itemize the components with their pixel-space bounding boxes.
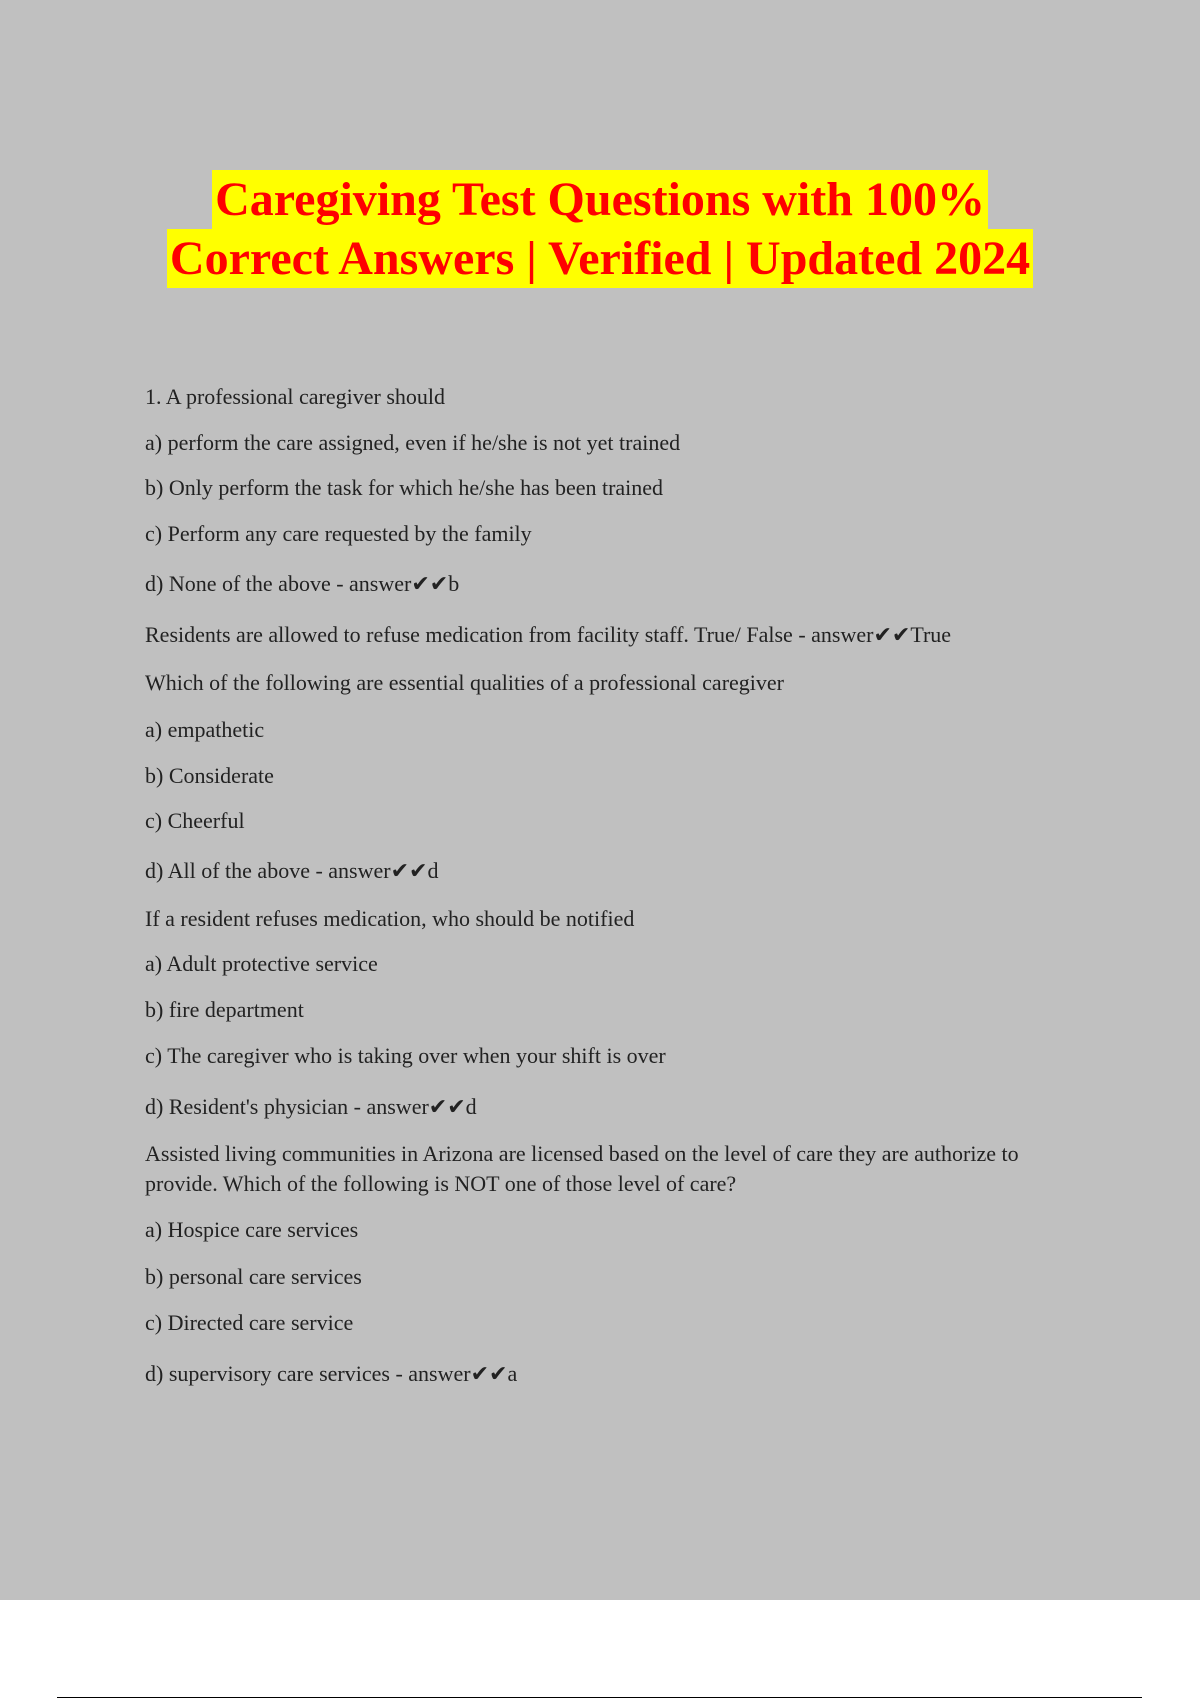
question-text: If a resident refuses medication, who should be notified <box>145 906 635 931</box>
answer-option-with-key: d) None of the above - answer✔✔b <box>145 571 460 596</box>
footer-divider <box>57 1697 1142 1698</box>
answer-option-with-key: d) supervisory care services - answer✔✔a <box>145 1361 518 1386</box>
answer-option-with-key: d) All of the above - answer✔✔d <box>145 858 439 883</box>
answer-option: b) Only perform the task for which he/she has been trained <box>145 475 664 500</box>
title-line-1: Caregiving Test Questions with 100% <box>212 170 988 229</box>
question-text: 1. A professional caregiver should <box>145 384 445 409</box>
question-with-answer: Residents are allowed to refuse medication from facility staff. True/ False - answer✔✔True <box>145 622 952 647</box>
question-text: Which of the following are essential qualities of a professional caregiver <box>145 670 784 695</box>
answer-option: a) Hospice care services <box>145 1217 359 1242</box>
answer-option: b) fire department <box>145 997 304 1022</box>
answer-option: a) empathetic <box>145 717 265 742</box>
answer-option: a) Adult protective service <box>145 951 378 976</box>
question-text: Assisted living communities in Arizona are licensed based on the level of care they are authorize to provide. Which of the following is NOT one of those level of care? <box>145 1141 1019 1196</box>
answer-option: b) Considerate <box>145 763 274 788</box>
answer-option: c) Cheerful <box>145 808 245 833</box>
document-title <box>0 170 1200 288</box>
answer-option: b) personal care services <box>145 1264 362 1289</box>
answer-option: c) The caregiver who is taking over when your shift is over <box>145 1043 666 1068</box>
answer-option: a) perform the care assigned, even if he/she is not yet trained <box>145 430 681 455</box>
title-line-2: Correct Answers | Verified | Updated 2024 <box>167 229 1033 288</box>
answer-option-with-key: d) Resident's physician - answer✔✔d <box>145 1094 477 1119</box>
answer-option: c) Perform any care requested by the family <box>145 521 532 546</box>
answer-option: c) Directed care service <box>145 1310 354 1335</box>
